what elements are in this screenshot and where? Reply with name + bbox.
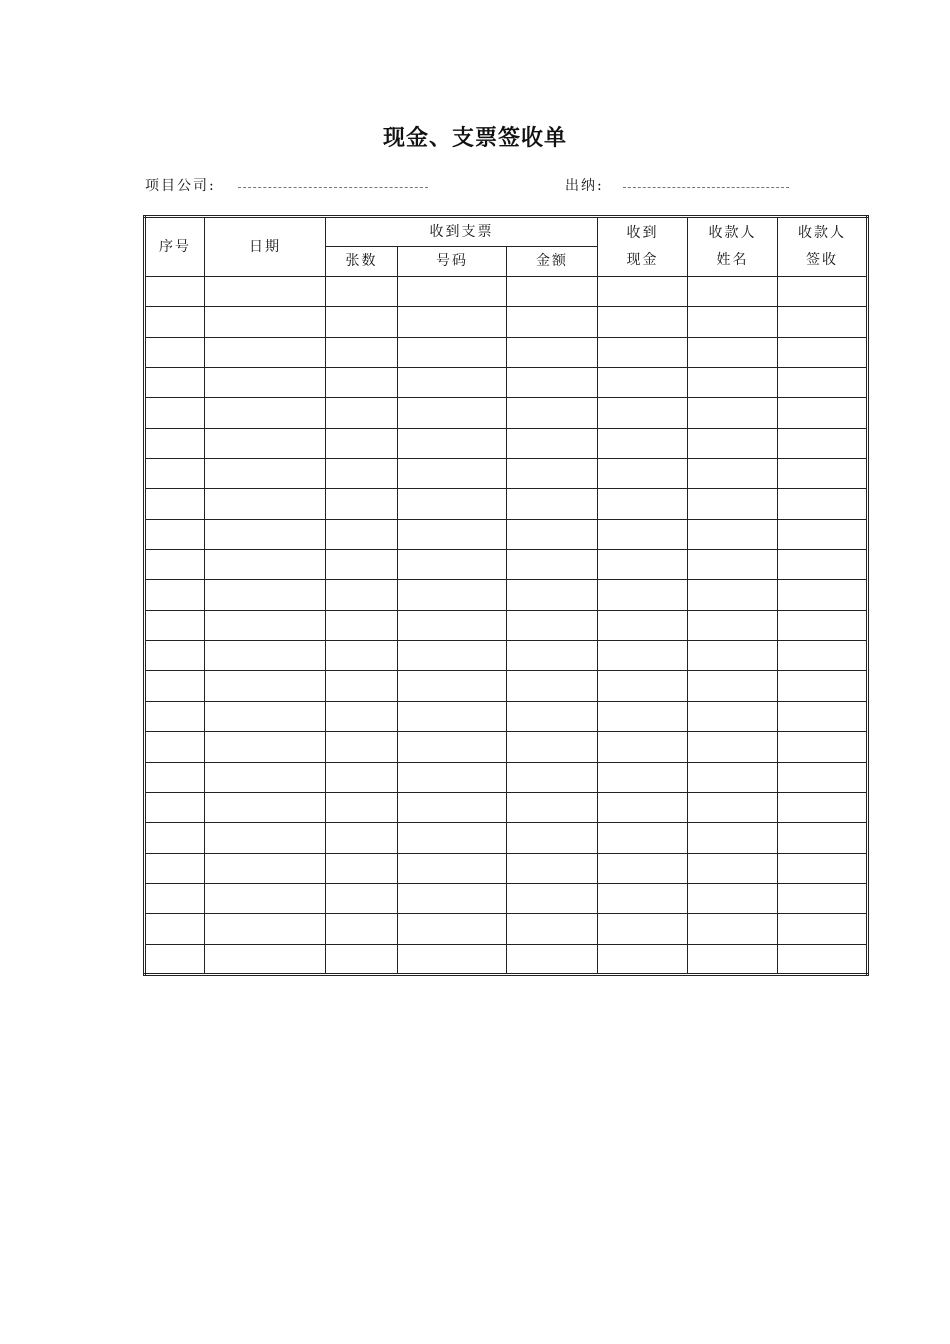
table-row <box>145 641 868 671</box>
table-cell[interactable] <box>205 519 326 549</box>
table-cell[interactable] <box>145 277 205 307</box>
table-cell[interactable] <box>507 823 598 853</box>
table-row <box>145 853 868 883</box>
table-cell[interactable] <box>205 459 326 489</box>
table-cell[interactable] <box>205 641 326 671</box>
table-cell[interactable] <box>205 580 326 610</box>
table-cell[interactable] <box>507 337 598 367</box>
table-cell[interactable] <box>145 883 205 913</box>
table-cell[interactable] <box>598 914 688 944</box>
table-cell[interactable] <box>398 277 507 307</box>
table-cell[interactable] <box>688 944 778 974</box>
table-cell[interactable] <box>507 610 598 640</box>
table-cell[interactable] <box>507 944 598 974</box>
table-cell[interactable] <box>145 398 205 428</box>
table-row <box>145 277 868 307</box>
table-row <box>145 732 868 762</box>
header-cheque-amount: 金额 <box>507 247 598 277</box>
table-cell[interactable] <box>205 823 326 853</box>
table-cell[interactable] <box>205 337 326 367</box>
table-cell[interactable] <box>326 762 398 792</box>
table-cell[interactable] <box>398 489 507 519</box>
table-cell[interactable] <box>326 277 398 307</box>
table-row <box>145 580 868 610</box>
table-row <box>145 671 868 701</box>
table-cell[interactable] <box>507 762 598 792</box>
table-cell[interactable] <box>688 762 778 792</box>
header-cash-line2: 现金 <box>626 252 659 268</box>
table-cell[interactable] <box>598 277 688 307</box>
table-cell[interactable] <box>688 732 778 762</box>
document-title: 现金、支票签收单 <box>382 126 567 151</box>
table-cell[interactable] <box>326 823 398 853</box>
table-cell[interactable] <box>778 550 868 580</box>
table-cell[interactable] <box>778 914 868 944</box>
table-cell[interactable] <box>688 307 778 337</box>
table-cell[interactable] <box>778 519 868 549</box>
table-cell[interactable] <box>326 428 398 458</box>
table-cell[interactable] <box>688 792 778 822</box>
table-cell[interactable] <box>398 853 507 883</box>
table-cell[interactable] <box>598 519 688 549</box>
table-cell[interactable] <box>778 823 868 853</box>
table-cell[interactable] <box>778 398 868 428</box>
table-cell[interactable] <box>398 701 507 731</box>
table-cell[interactable] <box>398 883 507 913</box>
table-cell[interactable] <box>326 914 398 944</box>
table-row <box>145 398 868 428</box>
table-cell[interactable] <box>598 792 688 822</box>
table-cell[interactable] <box>205 883 326 913</box>
header-payee-name <box>688 217 778 277</box>
table-cell[interactable] <box>688 459 778 489</box>
table-cell[interactable] <box>688 701 778 731</box>
receipt-table <box>143 215 869 976</box>
table-cell[interactable] <box>598 610 688 640</box>
table-row <box>145 944 868 974</box>
table-cell[interactable] <box>598 368 688 398</box>
table-cell[interactable] <box>326 641 398 671</box>
table-row <box>145 337 868 367</box>
header-payee-sign <box>778 217 868 277</box>
table-cell[interactable] <box>398 550 507 580</box>
table-cell[interactable] <box>398 610 507 640</box>
company-fill-line <box>238 187 428 188</box>
table-cell[interactable] <box>326 398 398 428</box>
table-cell[interactable] <box>145 368 205 398</box>
table-cell[interactable] <box>398 641 507 671</box>
table-cell[interactable] <box>778 459 868 489</box>
table-cell[interactable] <box>398 368 507 398</box>
table-row <box>145 550 868 580</box>
table-cell[interactable] <box>688 853 778 883</box>
table-cell[interactable] <box>205 944 326 974</box>
table-cell[interactable] <box>205 701 326 731</box>
table-cell[interactable] <box>205 368 326 398</box>
table-cell[interactable] <box>398 337 507 367</box>
table-cell[interactable] <box>778 762 868 792</box>
header-payee-name-line1: 收款人 <box>708 225 757 241</box>
table-cell[interactable] <box>688 641 778 671</box>
table-row <box>145 489 868 519</box>
table-cell[interactable] <box>145 914 205 944</box>
table-cell[interactable] <box>145 671 205 701</box>
table-row <box>145 823 868 853</box>
table-cell[interactable] <box>507 489 598 519</box>
table-cell[interactable] <box>778 883 868 913</box>
table-cell[interactable] <box>778 701 868 731</box>
table-cell[interactable] <box>205 398 326 428</box>
table-cell[interactable] <box>205 610 326 640</box>
table-cell[interactable] <box>145 550 205 580</box>
table-cell[interactable] <box>205 277 326 307</box>
table-cell[interactable] <box>326 732 398 762</box>
header-payee-sign-line1: 收款人 <box>798 225 847 241</box>
table-cell[interactable] <box>398 762 507 792</box>
header-payee-sign-line2: 签收 <box>806 252 839 268</box>
table-cell[interactable] <box>688 519 778 549</box>
table-cell[interactable] <box>145 519 205 549</box>
table-cell[interactable] <box>205 307 326 337</box>
table-cell[interactable] <box>507 671 598 701</box>
header-cheque-count: 张数 <box>326 247 398 277</box>
table-cell[interactable] <box>598 762 688 792</box>
table-cell[interactable] <box>205 489 326 519</box>
table-cell[interactable] <box>778 641 868 671</box>
table-cell[interactable] <box>598 307 688 337</box>
table-cell[interactable] <box>145 580 205 610</box>
table-row <box>145 610 868 640</box>
table-cell[interactable] <box>778 277 868 307</box>
table-cell[interactable] <box>507 550 598 580</box>
table-cell[interactable] <box>507 307 598 337</box>
table-cell[interactable] <box>398 519 507 549</box>
table-cell[interactable] <box>326 671 398 701</box>
table-cell[interactable] <box>398 307 507 337</box>
table-cell[interactable] <box>688 428 778 458</box>
table-cell[interactable] <box>205 853 326 883</box>
table-cell[interactable] <box>598 459 688 489</box>
table-cell[interactable] <box>598 337 688 367</box>
table-cell[interactable] <box>507 914 598 944</box>
table-cell[interactable] <box>688 489 778 519</box>
table-cell[interactable] <box>688 610 778 640</box>
table-cell[interactable] <box>598 641 688 671</box>
table-cell[interactable] <box>205 914 326 944</box>
header-payee-name-line2: 姓名 <box>716 252 749 268</box>
header-date: 日期 <box>205 217 326 277</box>
table-cell[interactable] <box>778 610 868 640</box>
table-cell[interactable] <box>145 307 205 337</box>
table-cell[interactable] <box>778 428 868 458</box>
table-cell[interactable] <box>778 792 868 822</box>
table-cell[interactable] <box>507 792 598 822</box>
table-cell[interactable] <box>398 823 507 853</box>
table-cell[interactable] <box>598 853 688 883</box>
table-cell[interactable] <box>778 368 868 398</box>
table-cell[interactable] <box>688 550 778 580</box>
table-cell[interactable] <box>398 792 507 822</box>
table-cell[interactable] <box>598 732 688 762</box>
table-cell[interactable] <box>205 550 326 580</box>
cashier-label: 出纳: <box>565 178 604 194</box>
table-cell[interactable] <box>688 914 778 944</box>
table-cell[interactable] <box>778 732 868 762</box>
table-cell[interactable] <box>145 459 205 489</box>
table-cell[interactable] <box>326 853 398 883</box>
table-cell[interactable] <box>598 398 688 428</box>
table-row <box>145 701 868 731</box>
header-cheque-group: 收到支票 <box>326 217 598 247</box>
table-cell[interactable] <box>326 519 398 549</box>
table-cell[interactable] <box>326 944 398 974</box>
table-cell[interactable] <box>326 368 398 398</box>
table-row <box>145 914 868 944</box>
table-cell[interactable] <box>398 914 507 944</box>
table-cell[interactable] <box>507 428 598 458</box>
table-cell[interactable] <box>326 610 398 640</box>
table-cell[interactable] <box>598 823 688 853</box>
table-row <box>145 519 868 549</box>
table-cell[interactable] <box>326 701 398 731</box>
table-cell[interactable] <box>507 277 598 307</box>
table-cell[interactable] <box>507 701 598 731</box>
table-row <box>145 459 868 489</box>
header-seq: 序号 <box>145 217 205 277</box>
table-row <box>145 792 868 822</box>
table-cell[interactable] <box>145 701 205 731</box>
table-cell[interactable] <box>778 671 868 701</box>
table-cell[interactable] <box>688 671 778 701</box>
table-cell[interactable] <box>688 277 778 307</box>
table-cell[interactable] <box>507 519 598 549</box>
table-cell[interactable] <box>507 853 598 883</box>
table-cell[interactable] <box>326 883 398 913</box>
table-cell[interactable] <box>145 732 205 762</box>
table-cell[interactable] <box>507 732 598 762</box>
table-cell[interactable] <box>778 307 868 337</box>
header-cash <box>598 217 688 277</box>
table-cell[interactable] <box>326 489 398 519</box>
table-cell[interactable] <box>507 368 598 398</box>
table-cell[interactable] <box>598 428 688 458</box>
table-cell[interactable] <box>398 732 507 762</box>
table-cell[interactable] <box>598 701 688 731</box>
table-cell[interactable] <box>778 944 868 974</box>
table-row <box>145 368 868 398</box>
table-cell[interactable] <box>326 792 398 822</box>
table-cell[interactable] <box>598 671 688 701</box>
table-cell[interactable] <box>507 883 598 913</box>
table-cell[interactable] <box>598 944 688 974</box>
table-cell[interactable] <box>326 580 398 610</box>
table-cell[interactable] <box>145 762 205 792</box>
table-body <box>145 277 868 975</box>
table-cell[interactable] <box>145 489 205 519</box>
table-cell[interactable] <box>688 823 778 853</box>
table-cell[interactable] <box>326 459 398 489</box>
table-cell[interactable] <box>598 550 688 580</box>
table-cell[interactable] <box>145 792 205 822</box>
table-cell[interactable] <box>398 944 507 974</box>
table-row <box>145 762 868 792</box>
table-cell[interactable] <box>398 398 507 428</box>
table-cell[interactable] <box>145 944 205 974</box>
table-cell[interactable] <box>688 368 778 398</box>
table-cell[interactable] <box>507 580 598 610</box>
table-row <box>145 883 868 913</box>
table-cell[interactable] <box>598 580 688 610</box>
table-cell[interactable] <box>778 489 868 519</box>
table-cell[interactable] <box>326 550 398 580</box>
table-cell[interactable] <box>205 428 326 458</box>
table-cell[interactable] <box>145 610 205 640</box>
table-cell[interactable] <box>778 337 868 367</box>
table-cell[interactable] <box>205 732 326 762</box>
table-cell[interactable] <box>778 580 868 610</box>
table-cell[interactable] <box>145 337 205 367</box>
table-cell[interactable] <box>598 489 688 519</box>
table-cell[interactable] <box>145 853 205 883</box>
table-cell[interactable] <box>205 671 326 701</box>
cashier-fill-line <box>623 187 789 188</box>
table-row <box>145 307 868 337</box>
table-cell[interactable] <box>688 883 778 913</box>
table-cell[interactable] <box>688 337 778 367</box>
table-cell[interactable] <box>398 580 507 610</box>
table-cell[interactable] <box>507 398 598 428</box>
table-cell[interactable] <box>326 337 398 367</box>
table-cell[interactable] <box>507 459 598 489</box>
header-cash-line1: 收到 <box>626 225 659 241</box>
table-cell[interactable] <box>398 459 507 489</box>
table-cell[interactable] <box>205 792 326 822</box>
table-cell[interactable] <box>145 641 205 671</box>
table-cell[interactable] <box>145 823 205 853</box>
table-row <box>145 428 868 458</box>
header-cheque-number: 号码 <box>398 247 507 277</box>
table-cell[interactable] <box>688 580 778 610</box>
table-cell[interactable] <box>778 853 868 883</box>
table-cell[interactable] <box>507 641 598 671</box>
table-cell[interactable] <box>598 883 688 913</box>
table-cell[interactable] <box>398 428 507 458</box>
table-cell[interactable] <box>145 428 205 458</box>
table-cell[interactable] <box>205 762 326 792</box>
table-cell[interactable] <box>398 671 507 701</box>
company-label: 项目公司: <box>145 178 216 194</box>
table-cell[interactable] <box>688 398 778 428</box>
table-cell[interactable] <box>326 307 398 337</box>
